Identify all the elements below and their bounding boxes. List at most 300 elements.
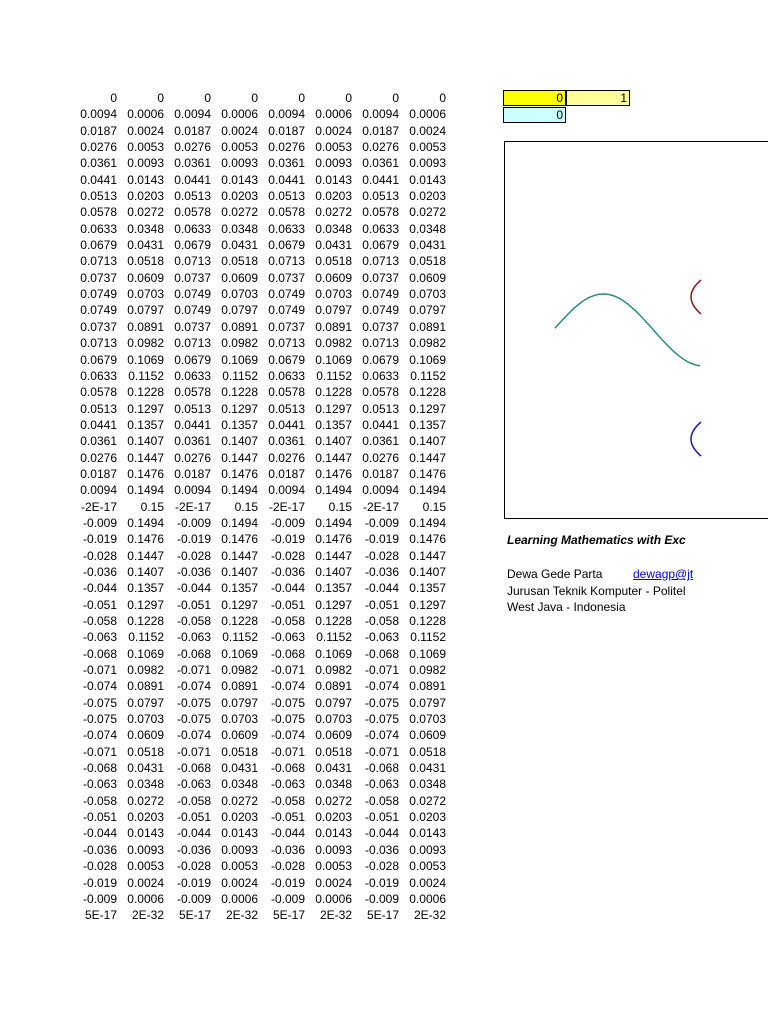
grid-cell[interactable]: 0.0024 xyxy=(409,123,446,138)
grid-cell[interactable]: 0.0143 xyxy=(221,826,258,841)
grid-cell[interactable]: 0.0276 xyxy=(268,450,305,465)
grid-cell[interactable]: 0.1297 xyxy=(221,597,258,612)
grid-cell[interactable]: 0.0679 xyxy=(80,352,117,367)
grid-cell[interactable]: 0.0276 xyxy=(362,450,399,465)
grid-cell[interactable]: 0.0187 xyxy=(362,123,399,138)
grid-cell[interactable]: -0.036 xyxy=(176,564,211,579)
grid-cell[interactable]: 0.1069 xyxy=(127,646,164,661)
grid-cell[interactable]: 0.1447 xyxy=(409,548,446,563)
grid-cell[interactable]: 0.0053 xyxy=(409,140,446,155)
grid-cell[interactable]: 0.1069 xyxy=(315,352,352,367)
grid-cell[interactable]: 0.0518 xyxy=(315,744,352,759)
grid-cell[interactable]: -0.071 xyxy=(270,744,305,759)
grid-cell[interactable]: 0.0272 xyxy=(315,793,352,808)
grid-cell[interactable]: -0.019 xyxy=(270,532,305,547)
grid-cell[interactable]: -0.074 xyxy=(364,728,399,743)
grid-cell[interactable]: 0.1069 xyxy=(409,646,446,661)
grid-cell[interactable]: 0.0187 xyxy=(268,466,305,481)
grid-cell[interactable]: 0.1407 xyxy=(127,434,164,449)
grid-cell[interactable]: 0.0024 xyxy=(409,875,446,890)
grid-cell[interactable]: -0.058 xyxy=(364,793,399,808)
input-cell-b[interactable]: 1 xyxy=(566,90,630,106)
grid-cell[interactable]: 0.0578 xyxy=(362,205,399,220)
grid-cell[interactable]: 0.0609 xyxy=(127,270,164,285)
grid-cell[interactable]: 0.0348 xyxy=(127,221,164,236)
grid-cell[interactable]: -0.071 xyxy=(364,744,399,759)
grid-cell[interactable]: 0.1297 xyxy=(409,597,446,612)
grid-cell[interactable]: 0.0679 xyxy=(362,238,399,253)
grid-cell[interactable]: 0.0797 xyxy=(127,695,164,710)
grid-cell[interactable]: 0.0053 xyxy=(221,859,258,874)
grid-cell[interactable]: 0.0203 xyxy=(127,189,164,204)
grid-cell[interactable]: -0.044 xyxy=(364,826,399,841)
grid-cell[interactable]: -0.028 xyxy=(176,548,211,563)
grid-cell[interactable]: 0.0737 xyxy=(174,270,211,285)
grid-cell[interactable]: 0.0094 xyxy=(80,107,117,122)
grid-cell[interactable]: 0.1447 xyxy=(127,548,164,563)
grid-cell[interactable]: -0.075 xyxy=(270,695,305,710)
grid-cell[interactable]: -0.058 xyxy=(270,793,305,808)
grid-cell[interactable]: 0.1476 xyxy=(127,532,164,547)
grid-cell[interactable]: 0.0361 xyxy=(174,434,211,449)
grid-cell[interactable]: 0.1494 xyxy=(221,483,258,498)
grid-cell[interactable]: 0.0006 xyxy=(409,891,446,906)
grid-cell[interactable]: 0.0609 xyxy=(127,728,164,743)
grid-cell[interactable]: 0.0441 xyxy=(80,417,117,432)
grid-cell[interactable]: 0.0441 xyxy=(80,172,117,187)
grid-cell[interactable]: -2E-17 xyxy=(268,499,305,514)
grid-cell[interactable]: 0.1152 xyxy=(128,368,164,383)
grid-cell[interactable]: 0.0737 xyxy=(80,270,117,285)
grid-cell[interactable]: 0.1407 xyxy=(315,434,352,449)
grid-cell[interactable]: 0.0203 xyxy=(315,189,352,204)
grid-cell[interactable]: 0.0006 xyxy=(221,891,258,906)
grid-cell[interactable]: -0.036 xyxy=(82,564,117,579)
grid-cell[interactable]: 0.0578 xyxy=(268,385,305,400)
grid-cell[interactable]: 0.0982 xyxy=(409,663,446,678)
grid-cell[interactable]: 0.0053 xyxy=(127,140,164,155)
grid-cell[interactable]: 0.1069 xyxy=(127,352,164,367)
grid-cell[interactable]: -0.028 xyxy=(270,859,305,874)
grid-cell[interactable]: -0.074 xyxy=(270,679,305,694)
grid-cell[interactable]: -0.028 xyxy=(176,859,211,874)
grid-cell[interactable]: 0.0272 xyxy=(409,793,446,808)
grid-cell[interactable]: 0.0348 xyxy=(315,777,352,792)
grid-cell[interactable]: 0.1228 xyxy=(409,385,446,400)
grid-cell[interactable]: 0.0431 xyxy=(221,761,258,776)
grid-cell[interactable]: 0.0093 xyxy=(127,156,164,171)
grid-cell[interactable]: 0.0276 xyxy=(174,140,211,155)
grid-cell[interactable]: 0.1357 xyxy=(127,417,164,432)
grid-cell[interactable]: 0.0272 xyxy=(221,793,258,808)
grid-cell[interactable]: 0.0703 xyxy=(221,287,258,302)
grid-cell[interactable]: 0.1228 xyxy=(127,614,164,628)
grid-cell[interactable]: 0.0431 xyxy=(315,761,352,776)
grid-cell[interactable]: 0.0518 xyxy=(409,254,446,269)
grid-cell[interactable]: -2E-17 xyxy=(362,499,399,514)
grid-cell[interactable]: 0.1447 xyxy=(315,450,352,465)
grid-cell[interactable]: 0.0703 xyxy=(409,287,446,302)
grid-cell[interactable]: 0.0891 xyxy=(127,679,164,694)
grid-cell[interactable]: -0.044 xyxy=(270,581,305,596)
grid-cell[interactable]: 0.0006 xyxy=(315,107,352,122)
grid-cell[interactable]: 0.0713 xyxy=(362,336,399,351)
grid-cell[interactable]: 0.0749 xyxy=(268,287,305,302)
grid-cell[interactable]: 0.0187 xyxy=(174,123,211,138)
grid-cell[interactable]: -0.063 xyxy=(270,630,305,645)
grid-cell[interactable]: 0.0891 xyxy=(315,319,352,334)
grid-cell[interactable]: 0.0797 xyxy=(315,695,352,710)
grid-cell[interactable]: 0.0187 xyxy=(80,466,117,481)
grid-cell[interactable]: 0.0431 xyxy=(409,761,446,776)
grid-cell[interactable]: 0.0713 xyxy=(362,254,399,269)
grid-cell[interactable]: 0.0578 xyxy=(174,385,211,400)
grid-cell[interactable]: 0.0749 xyxy=(174,303,211,318)
grid-cell[interactable]: 0.0203 xyxy=(221,189,258,204)
grid-cell[interactable]: 0.0094 xyxy=(362,483,399,498)
grid-cell[interactable]: 0.0578 xyxy=(362,385,399,400)
grid-cell[interactable]: 0.0276 xyxy=(80,450,117,465)
grid-cell[interactable]: -0.071 xyxy=(82,663,117,678)
grid-cell[interactable]: 0.0982 xyxy=(127,663,164,678)
grid-cell[interactable]: 0.0749 xyxy=(362,287,399,302)
grid-cell[interactable]: 0.0609 xyxy=(221,728,258,743)
grid-cell[interactable]: 0.0633 xyxy=(80,368,117,383)
grid-cell[interactable]: 0.0024 xyxy=(221,123,258,138)
grid-cell[interactable]: 0.0094 xyxy=(80,483,117,498)
grid-cell[interactable]: 0.0143 xyxy=(127,172,164,187)
grid-cell[interactable]: 0.15 xyxy=(234,499,258,514)
grid-cell[interactable]: 0.0513 xyxy=(174,401,211,416)
grid-cell[interactable]: 0.0633 xyxy=(362,368,399,383)
grid-cell[interactable]: -0.051 xyxy=(364,810,399,825)
grid-cell[interactable]: 0.0737 xyxy=(80,319,117,334)
grid-cell[interactable]: -0.036 xyxy=(176,842,211,857)
grid-cell[interactable]: -0.075 xyxy=(176,695,211,710)
grid-cell[interactable]: 0.0797 xyxy=(221,695,258,710)
grid-cell[interactable]: -0.068 xyxy=(176,646,211,661)
grid-cell[interactable]: 0.0703 xyxy=(221,712,258,727)
grid-cell[interactable]: 0.0441 xyxy=(268,172,305,187)
grid-cell[interactable]: -0.009 xyxy=(270,891,305,906)
grid-cell[interactable]: 0.0797 xyxy=(409,695,446,710)
grid-cell[interactable]: -0.019 xyxy=(176,532,211,547)
grid-cell[interactable]: -0.009 xyxy=(176,515,211,530)
grid-cell[interactable]: 0.0348 xyxy=(409,221,446,236)
grid-cell[interactable]: 0.1494 xyxy=(409,515,446,530)
grid-cell[interactable]: -0.036 xyxy=(82,842,117,857)
grid-cell[interactable]: 0 xyxy=(110,91,117,105)
grid-cell[interactable]: 0.0006 xyxy=(315,891,352,906)
grid-cell[interactable]: -0.068 xyxy=(82,646,117,661)
grid-cell[interactable]: 0.0737 xyxy=(174,319,211,334)
grid-cell[interactable]: -0.044 xyxy=(82,581,117,596)
grid-cell[interactable]: 0.0203 xyxy=(221,810,258,825)
grid-cell[interactable]: 0.0143 xyxy=(315,172,352,187)
grid-cell[interactable]: 0.1494 xyxy=(127,483,164,498)
grid-cell[interactable]: 0.0518 xyxy=(127,254,164,269)
grid-cell[interactable]: -0.074 xyxy=(364,679,399,694)
grid-cell[interactable]: 0.1228 xyxy=(221,385,258,400)
grid-cell[interactable]: -0.051 xyxy=(176,810,211,825)
grid-cell[interactable]: 0.0348 xyxy=(221,221,258,236)
grid-cell[interactable]: -0.051 xyxy=(82,810,117,825)
grid-cell[interactable]: 2E-32 xyxy=(413,908,446,923)
grid-cell[interactable]: -0.075 xyxy=(82,712,117,727)
grid-cell[interactable]: 0.0143 xyxy=(221,172,258,187)
output-cell[interactable]: 0 xyxy=(503,107,566,123)
grid-cell[interactable]: -0.074 xyxy=(270,728,305,743)
grid-cell[interactable]: 0.1069 xyxy=(315,646,352,661)
grid-cell[interactable]: 0.0348 xyxy=(127,777,164,792)
grid-cell[interactable]: 0.0633 xyxy=(174,368,211,383)
grid-cell[interactable]: 0.0006 xyxy=(409,107,446,122)
grid-cell[interactable]: 0.1228 xyxy=(127,385,164,400)
grid-cell[interactable]: -0.075 xyxy=(270,712,305,727)
grid-cell[interactable]: -0.063 xyxy=(176,777,211,792)
grid-cell[interactable]: 0.0713 xyxy=(80,336,117,351)
grid-cell[interactable]: 0.15 xyxy=(328,499,352,514)
grid-cell[interactable]: -0.036 xyxy=(364,842,399,857)
grid-cell[interactable]: 0.0272 xyxy=(127,793,164,808)
grid-cell[interactable]: 0.0094 xyxy=(268,483,305,498)
grid-cell[interactable]: -0.063 xyxy=(364,777,399,792)
grid-cell[interactable]: -0.009 xyxy=(82,891,117,906)
grid-cell[interactable]: 0.0024 xyxy=(315,875,352,890)
grid-cell[interactable]: 0.0203 xyxy=(127,810,164,825)
grid-cell[interactable]: 0.1228 xyxy=(315,614,352,628)
grid-cell[interactable]: 0.0276 xyxy=(174,450,211,465)
grid-cell[interactable]: 0.1152 xyxy=(316,630,352,645)
grid-cell[interactable]: 0.0187 xyxy=(80,123,117,138)
grid-cell[interactable]: -0.019 xyxy=(82,532,117,547)
grid-cell[interactable]: 0.0891 xyxy=(315,679,352,694)
grid-cell[interactable]: 0.0276 xyxy=(80,140,117,155)
grid-cell[interactable]: 0.0891 xyxy=(409,319,446,334)
grid-cell[interactable]: 0.0982 xyxy=(315,663,352,678)
grid-cell[interactable]: 0.0749 xyxy=(362,303,399,318)
grid-cell[interactable]: 0.1357 xyxy=(315,417,352,432)
grid-cell[interactable]: 0.0361 xyxy=(268,156,305,171)
grid-cell[interactable]: 0.0609 xyxy=(409,270,446,285)
grid-cell[interactable]: 0.0276 xyxy=(362,140,399,155)
grid-cell[interactable]: 0.0276 xyxy=(268,140,305,155)
grid-cell[interactable]: 0.0737 xyxy=(362,319,399,334)
grid-cell[interactable]: 0.0094 xyxy=(362,107,399,122)
grid-cell[interactable]: 0.1357 xyxy=(409,417,446,432)
grid-cell[interactable]: -0.058 xyxy=(270,614,305,628)
grid-cell[interactable]: 0.0006 xyxy=(127,891,164,906)
grid-cell[interactable]: -0.028 xyxy=(82,859,117,874)
grid-cell[interactable]: 0.0093 xyxy=(409,842,446,857)
grid-cell[interactable]: 5E-17 xyxy=(84,908,117,923)
grid-cell[interactable]: 0.0513 xyxy=(362,401,399,416)
grid-cell[interactable]: 0.0891 xyxy=(221,319,258,334)
grid-cell[interactable]: 0.0518 xyxy=(127,744,164,759)
grid-cell[interactable]: 0.15 xyxy=(140,499,164,514)
grid-cell[interactable]: -0.028 xyxy=(270,548,305,563)
grid-cell[interactable]: -0.071 xyxy=(176,663,211,678)
grid-cell[interactable]: 0.0797 xyxy=(127,303,164,318)
grid-cell[interactable]: -0.058 xyxy=(364,614,399,628)
grid-cell[interactable]: 0.0094 xyxy=(174,107,211,122)
grid-cell[interactable]: 0.0361 xyxy=(174,156,211,171)
grid-cell[interactable]: 0.0143 xyxy=(315,826,352,841)
grid-cell[interactable]: 0.1476 xyxy=(315,466,352,481)
grid-cell[interactable]: 0.1494 xyxy=(409,483,446,498)
grid-cell[interactable]: -0.058 xyxy=(176,793,211,808)
grid-cell[interactable]: 0.1476 xyxy=(409,466,446,481)
grid-cell[interactable]: 0.1069 xyxy=(221,352,258,367)
grid-cell[interactable]: 0.0187 xyxy=(268,123,305,138)
grid-cell[interactable]: 0.0053 xyxy=(315,859,352,874)
grid-cell[interactable]: 0.1357 xyxy=(127,581,164,596)
grid-cell[interactable]: 0.1476 xyxy=(221,466,258,481)
grid-cell[interactable]: 0.0749 xyxy=(174,287,211,302)
grid-cell[interactable]: 0.0024 xyxy=(315,123,352,138)
grid-cell[interactable]: -0.075 xyxy=(82,695,117,710)
grid-cell[interactable]: 0.0187 xyxy=(174,466,211,481)
grid-cell[interactable]: 0 xyxy=(204,91,211,105)
grid-cell[interactable]: -0.063 xyxy=(82,630,117,645)
grid-cell[interactable]: 0.0348 xyxy=(221,777,258,792)
grid-cell[interactable]: 0.1407 xyxy=(221,564,258,579)
grid-cell[interactable]: -0.068 xyxy=(270,646,305,661)
grid-cell[interactable]: 0.0679 xyxy=(80,238,117,253)
grid-cell[interactable]: 0.0518 xyxy=(315,254,352,269)
chart-area[interactable] xyxy=(504,141,768,519)
grid-cell[interactable]: -0.051 xyxy=(176,597,211,612)
grid-cell[interactable]: 5E-17 xyxy=(178,908,211,923)
grid-cell[interactable]: -0.071 xyxy=(176,744,211,759)
grid-cell[interactable]: 0.1297 xyxy=(127,597,164,612)
grid-cell[interactable]: -0.068 xyxy=(364,761,399,776)
grid-cell[interactable]: 0.0891 xyxy=(409,679,446,694)
grid-cell[interactable]: -0.075 xyxy=(364,695,399,710)
grid-cell[interactable]: 0 xyxy=(251,91,258,105)
grid-cell[interactable]: 0.0703 xyxy=(315,712,352,727)
grid-cell[interactable]: 2E-32 xyxy=(319,908,352,923)
grid-cell[interactable]: -0.044 xyxy=(364,581,399,596)
grid-cell[interactable]: 0.0609 xyxy=(409,728,446,743)
grid-cell[interactable]: 0.0513 xyxy=(268,189,305,204)
grid-cell[interactable]: 0.0713 xyxy=(174,336,211,351)
grid-cell[interactable]: 0.1297 xyxy=(127,401,164,416)
grid-cell[interactable]: -0.028 xyxy=(364,859,399,874)
grid-cell[interactable]: 0.1069 xyxy=(221,646,258,661)
grid-cell[interactable]: 0.0749 xyxy=(80,287,117,302)
grid-cell[interactable]: 0.0518 xyxy=(221,254,258,269)
grid-cell[interactable]: -0.074 xyxy=(82,679,117,694)
input-cell-a[interactable]: 0 xyxy=(503,90,566,106)
grid-cell[interactable]: -0.019 xyxy=(364,532,399,547)
grid-cell[interactable]: 0.0361 xyxy=(268,434,305,449)
grid-cell[interactable]: 0.1069 xyxy=(409,352,446,367)
grid-cell[interactable]: 0.0633 xyxy=(268,221,305,236)
grid-cell[interactable]: 0.0633 xyxy=(80,221,117,236)
grid-cell[interactable]: 0.1447 xyxy=(221,450,258,465)
grid-cell[interactable]: 0.0703 xyxy=(127,712,164,727)
grid-cell[interactable]: -0.058 xyxy=(176,614,211,628)
grid-cell[interactable]: 0.0431 xyxy=(127,761,164,776)
grid-cell[interactable]: -2E-17 xyxy=(80,499,117,514)
author-email-link[interactable]: dewagp@jt xyxy=(633,567,694,581)
grid-cell[interactable]: 0.0143 xyxy=(409,172,446,187)
grid-cell[interactable]: 0.0441 xyxy=(362,417,399,432)
grid-cell[interactable]: 5E-17 xyxy=(366,908,399,923)
grid-cell[interactable]: 0.0703 xyxy=(127,287,164,302)
grid-cell[interactable]: 0.0441 xyxy=(268,417,305,432)
grid-cell[interactable]: 0.0513 xyxy=(174,189,211,204)
grid-cell[interactable]: 0.0143 xyxy=(409,826,446,841)
grid-cell[interactable]: 0.0024 xyxy=(221,875,258,890)
grid-cell[interactable]: 0.0749 xyxy=(80,303,117,318)
grid-cell[interactable]: 0 xyxy=(345,91,352,105)
grid-cell[interactable]: -0.036 xyxy=(270,564,305,579)
grid-cell[interactable]: -0.019 xyxy=(270,875,305,890)
grid-cell[interactable]: 0.0093 xyxy=(409,156,446,171)
grid-cell[interactable]: 0.1152 xyxy=(410,630,446,645)
grid-cell[interactable]: 0.0518 xyxy=(409,744,446,759)
grid-cell[interactable]: 0 xyxy=(157,91,164,105)
grid-cell[interactable]: 0.0093 xyxy=(315,156,352,171)
grid-cell[interactable]: 0.0982 xyxy=(221,336,258,351)
grid-cell[interactable]: 0.0737 xyxy=(268,319,305,334)
grid-cell[interactable]: 0.0578 xyxy=(268,205,305,220)
grid-cell[interactable]: 0.1447 xyxy=(315,548,352,563)
grid-cell[interactable]: 0.0891 xyxy=(127,319,164,334)
grid-cell[interactable]: 0.0713 xyxy=(174,254,211,269)
grid-cell[interactable]: 0.0053 xyxy=(127,859,164,874)
grid-cell[interactable]: -0.009 xyxy=(364,891,399,906)
grid-cell[interactable]: 0.0094 xyxy=(174,483,211,498)
grid-cell[interactable]: 0.1407 xyxy=(127,564,164,579)
grid-cell[interactable]: 0.1357 xyxy=(409,581,446,596)
grid-cell[interactable]: 0.1152 xyxy=(316,368,352,383)
grid-cell[interactable]: 0.1494 xyxy=(315,483,352,498)
grid-cell[interactable]: -0.063 xyxy=(270,777,305,792)
grid-cell[interactable]: 0.1447 xyxy=(221,548,258,563)
grid-cell[interactable]: 0.0431 xyxy=(409,238,446,253)
grid-cell[interactable]: -0.019 xyxy=(82,875,117,890)
grid-cell[interactable]: 2E-32 xyxy=(131,908,164,923)
grid-cell[interactable]: 0.1152 xyxy=(128,630,164,645)
grid-cell[interactable]: 0.0982 xyxy=(409,336,446,351)
grid-cell[interactable]: -0.036 xyxy=(364,564,399,579)
grid-cell[interactable]: 0.0348 xyxy=(409,777,446,792)
grid-cell[interactable]: 0.0053 xyxy=(409,859,446,874)
grid-cell[interactable]: 0.0633 xyxy=(174,221,211,236)
grid-cell[interactable]: 0.1494 xyxy=(221,515,258,530)
grid-cell[interactable]: 0.0749 xyxy=(268,303,305,318)
grid-cell[interactable]: -0.074 xyxy=(176,728,211,743)
grid-cell[interactable]: -0.009 xyxy=(270,515,305,530)
grid-cell[interactable]: 0.1228 xyxy=(409,614,446,628)
grid-cell[interactable]: 0.0006 xyxy=(221,107,258,122)
grid-cell[interactable]: 0.1494 xyxy=(315,515,352,530)
grid-cell[interactable]: -0.019 xyxy=(364,875,399,890)
grid-cell[interactable]: 0.0431 xyxy=(221,238,258,253)
grid-cell[interactable]: 0.1476 xyxy=(127,466,164,481)
grid-cell[interactable]: -0.028 xyxy=(364,548,399,563)
grid-cell[interactable]: -0.068 xyxy=(82,761,117,776)
grid-cell[interactable]: 0.0609 xyxy=(221,270,258,285)
grid-cell[interactable]: 0.0053 xyxy=(315,140,352,155)
grid-cell[interactable]: 0.0713 xyxy=(268,336,305,351)
grid-cell[interactable]: -0.058 xyxy=(82,793,117,808)
grid-cell[interactable]: 0.0361 xyxy=(362,156,399,171)
grid-cell[interactable]: 0.1407 xyxy=(315,564,352,579)
